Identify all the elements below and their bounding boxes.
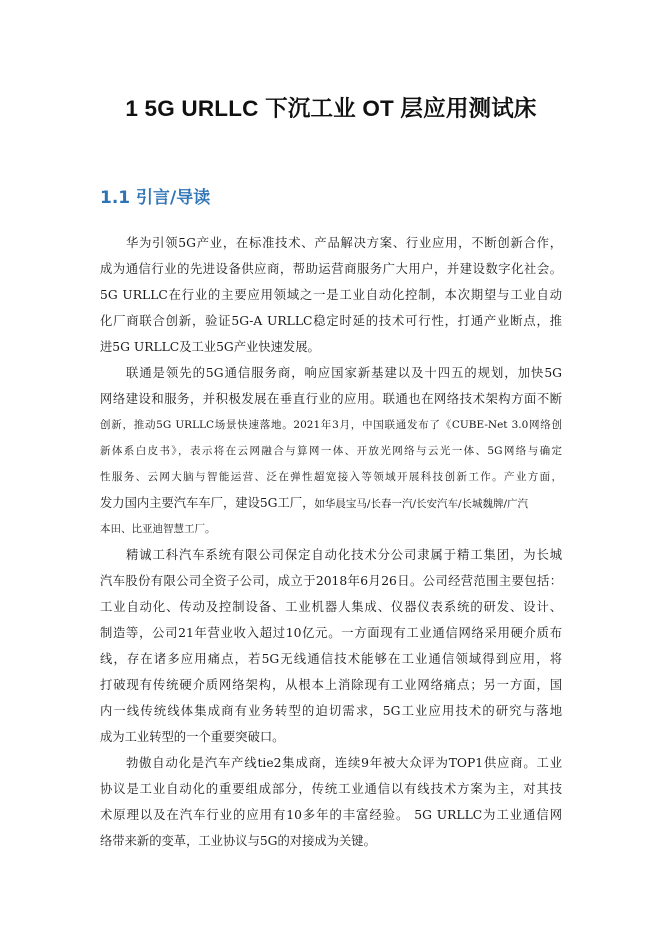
paragraph-line: 精诚工科汽车系统有限公司保定自动化技术分公司隶属于精工集团，为长城: [126, 548, 562, 562]
paragraph-jingcheng: [100, 542, 562, 750]
paragraph-boao: [100, 750, 562, 854]
paragraph-line: 进5G URLLC及工业5G产业快速发展。: [100, 340, 320, 354]
paragraph-line: 内一线传统线体集成商有业务转型的迫切需求，5G工业应用技术的研究与落地: [100, 704, 562, 718]
chapter-title: 1 5G URLLC 下沉工业 OT 层应用测试床: [125, 96, 537, 121]
paragraph-line: 5G URLLC在行业的主要应用领域之一是工业自动化控制，本次期望与工业自动: [100, 288, 562, 302]
paragraph-line: 线，存在诸多应用痛点，若5G无线通信技术能够在工业通信领域得到应用，将: [100, 652, 562, 666]
paragraph-line: 华为引领5G产业，在标准技术、产品解决方案、行业应用，不断创新合作，: [126, 236, 562, 250]
paragraph-line: 成为工业转型的一个重要突破口。: [100, 730, 285, 744]
paragraph-line: 打破现有传统硬介质网络架构，从根本上消除现有工业网络痛点；另一方面，国: [100, 678, 562, 692]
paragraph-line-part: 如华晨宝马/长春一汽/长安汽车/长城魏牌/广汽: [314, 498, 529, 510]
paragraph-line: 成为通信行业的先进设备供应商，帮助运营商服务广大用户，并建设数字化社会。: [100, 262, 562, 276]
paragraph-line: 性服务、云网大脑与智能运营、泛在弹性超宽接入等领域开展科技创新工作。产业方面，: [100, 471, 562, 483]
paragraph-line: 网络建设和服务，并积极发展在垂直行业的应用。联通也在网络技术架构方面不断: [100, 392, 562, 406]
paragraph-line: 制造等，公司21年营业收入超过10亿元。一方面现有工业通信网络采用硬介质布: [100, 626, 562, 640]
paragraph-huawei: [100, 230, 562, 360]
paragraph-line: [100, 490, 562, 516]
paragraph-line: 创新，推动5G URLLC场景快速落地。2021年3月，中国联通发布了《CUBE-Net 3.0网络创: [100, 419, 562, 431]
paragraph-line: 协议是工业自动化的重要组成部分，传统工业通信以有线技术方案为主，对其技: [100, 782, 562, 796]
paragraph-line: 工业自动化、传动及控制设备、工业机器人集成、仪器仪表系统的研发、设计、: [100, 600, 562, 614]
paragraph-line: 络带来新的变革，工业协议与5G的对接成为关键。: [100, 834, 376, 848]
paragraph-line: 汽车股份有限公司全资子公司，成立于2018年6月26日。公司经营范围主要包括：: [100, 574, 562, 588]
paragraph-line: 联通是领先的5G通信服务商，响应国家新基建以及十四五的规划，加快5G: [126, 366, 562, 380]
paragraph-unicom: [100, 360, 562, 542]
paragraph-line: 勃傲自动化是汽车产线tie2集成商，连续9年被大众评为TOP1供应商。工业: [126, 756, 562, 770]
paragraph-line: 化厂商联合创新，验证5G-A URLLC稳定时延的技术可行性，打通产业断点，推: [100, 314, 562, 328]
paragraph-line: 本田、比亚迪智慧工厂。: [100, 523, 216, 535]
paragraph-line: 新体系白皮书》，表示将在云网融合与算网一体、开放光网络与云光一体、5G网络与确定: [100, 445, 562, 457]
paragraph-line-part: 发力国内主要汽车车厂，建设5G工厂，: [100, 496, 315, 510]
paragraph-line: 术原理以及在汽车行业的应用有10多年的丰富经验。 5G URLLC为工业通信网: [100, 808, 562, 822]
section-heading: 1.1 引言/导读: [100, 188, 211, 208]
